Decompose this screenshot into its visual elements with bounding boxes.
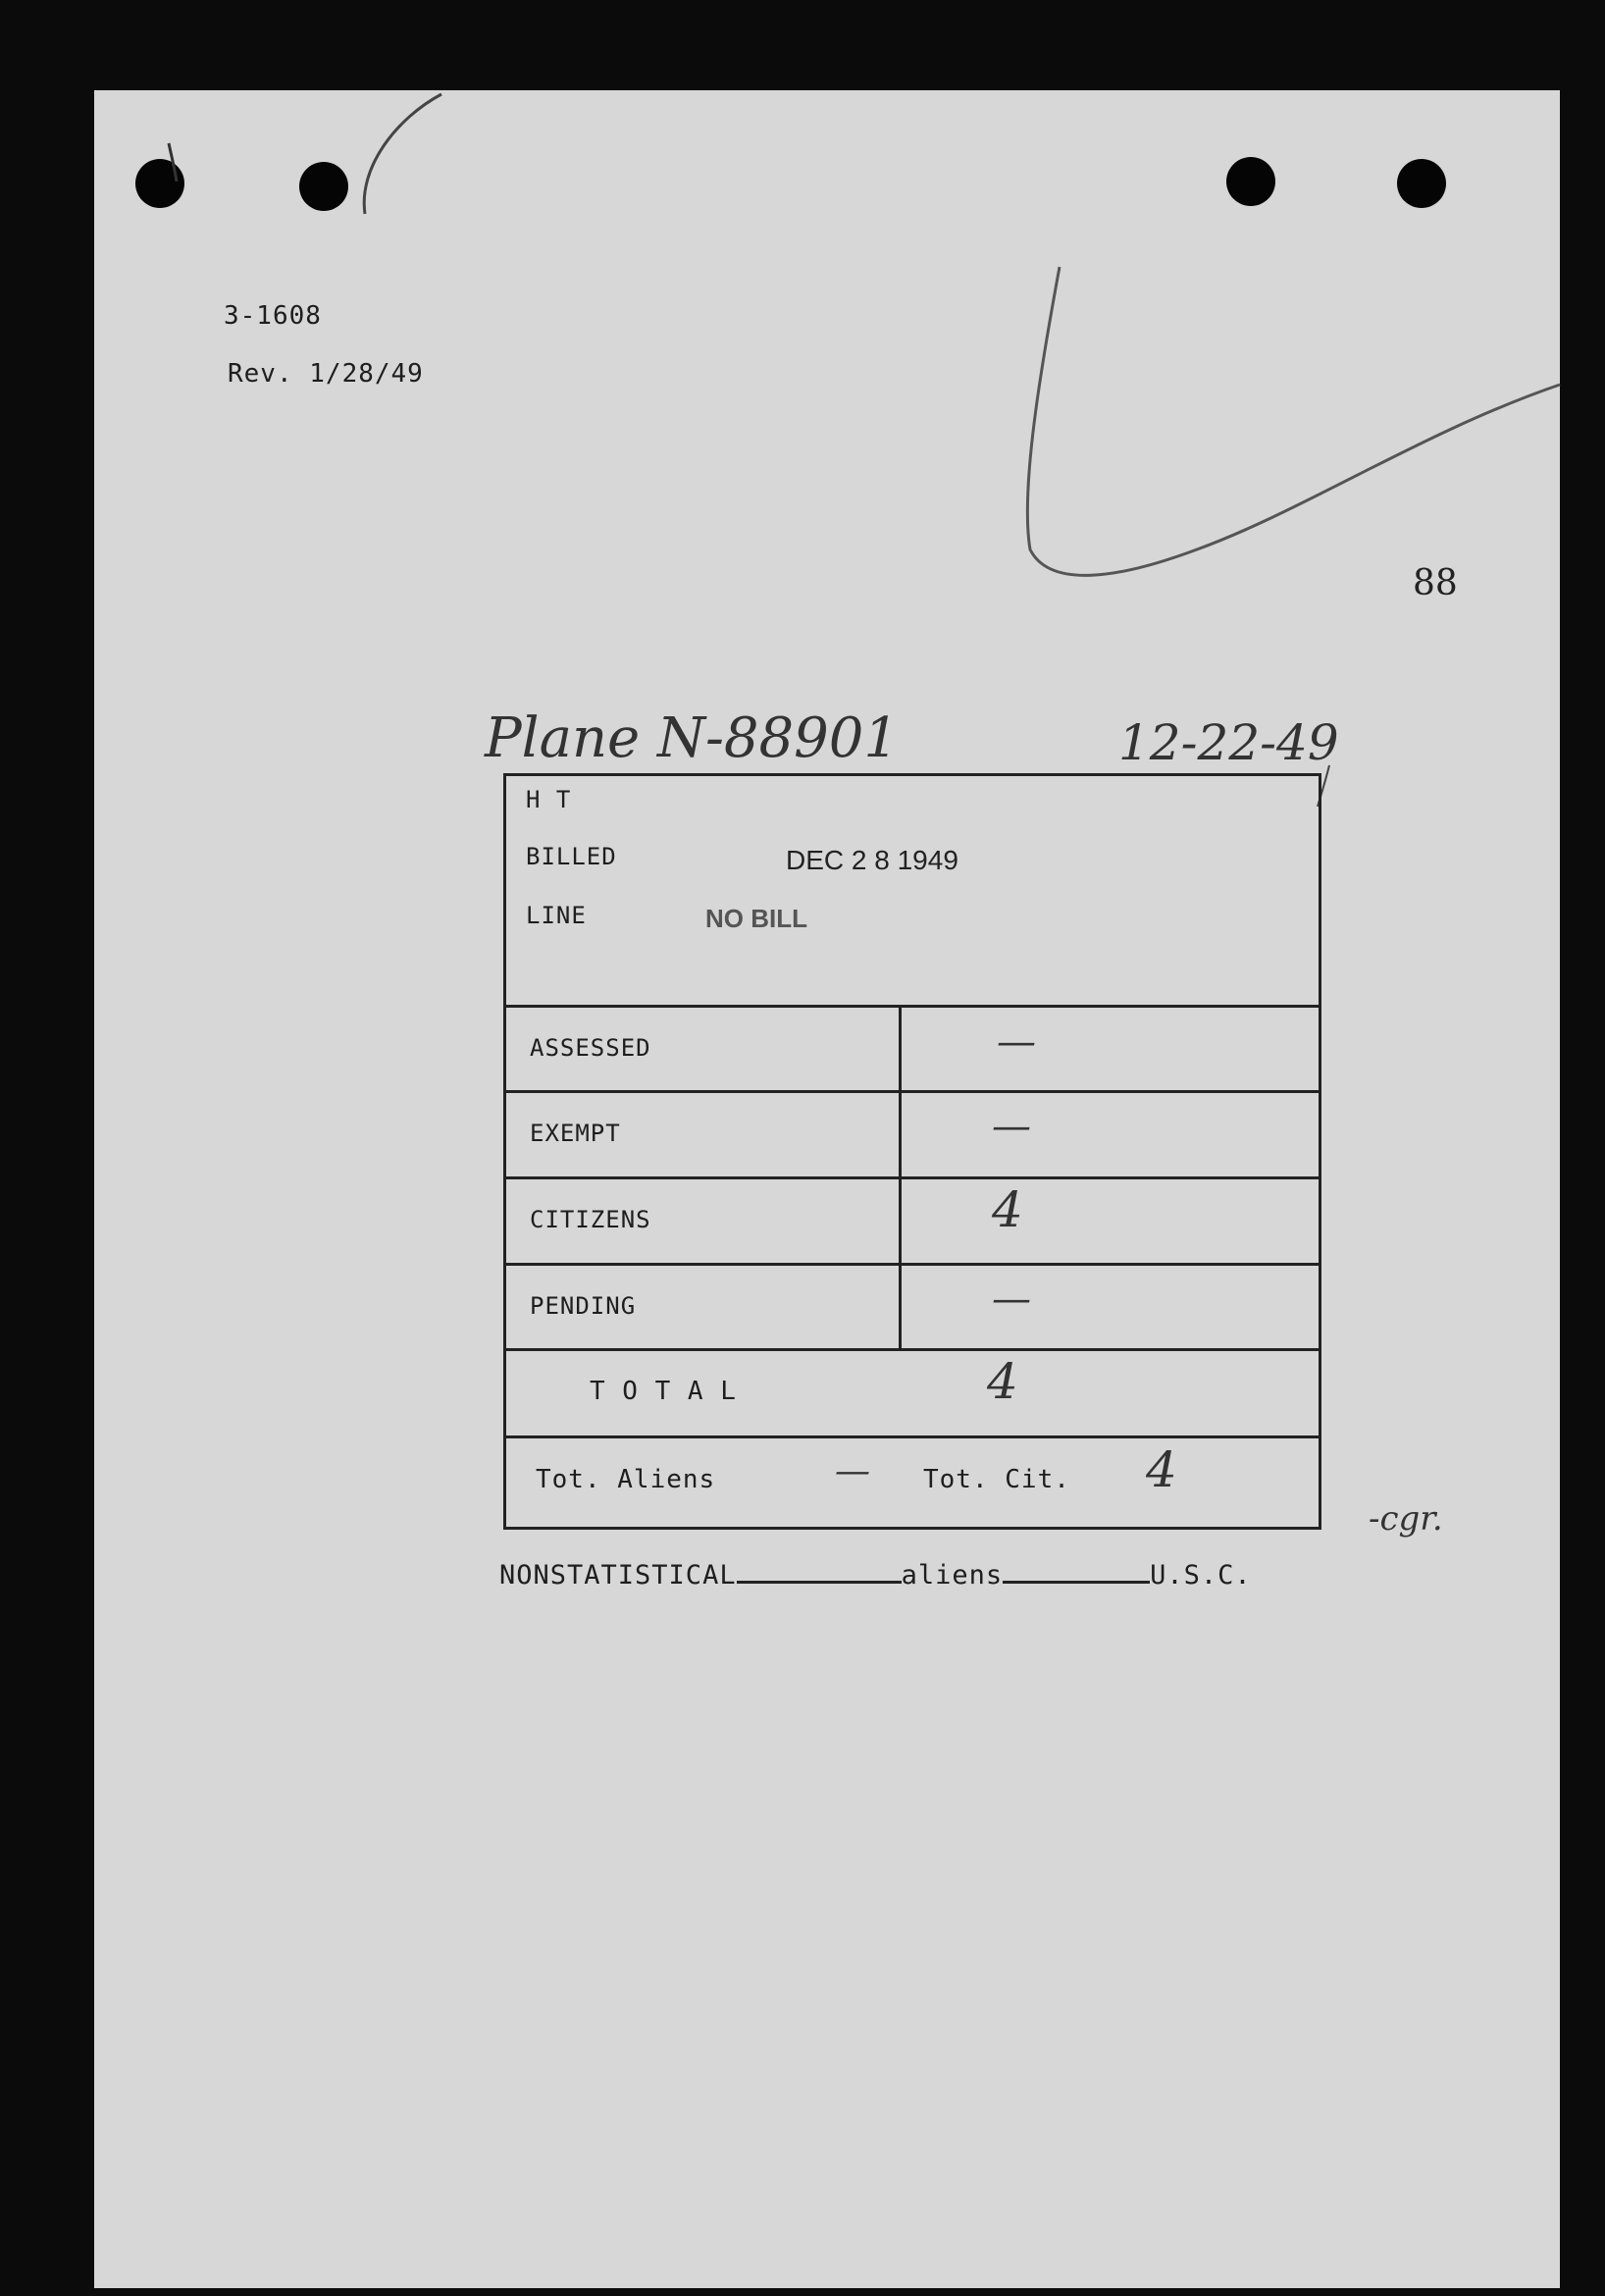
divider	[506, 1435, 1319, 1438]
aliens-label: aliens	[901, 1560, 1004, 1591]
form-number: 3-1608	[224, 301, 322, 331]
page-number: 88	[1413, 563, 1458, 603]
total-aliens-value: —	[835, 1451, 870, 1491]
column-divider	[899, 1005, 902, 1348]
handwritten-date: 12-22-49	[1118, 714, 1339, 771]
ht-label: H T	[526, 786, 572, 813]
handwritten-plane-number: Plane N-88901	[485, 706, 900, 770]
total-value: 4	[987, 1353, 1018, 1410]
handwritten-initials: -cgr.	[1369, 1499, 1443, 1539]
form-revision: Rev. 1/28/49	[228, 359, 424, 389]
exempt-label: EXEMPT	[530, 1120, 621, 1147]
exempt-value: —	[992, 1104, 1031, 1149]
nonstatistical-line	[499, 1560, 1252, 1591]
divider	[506, 1348, 1319, 1351]
divider	[506, 1090, 1319, 1093]
manifest-form-table	[503, 773, 1321, 1530]
assessed-label: ASSESSED	[530, 1034, 651, 1062]
divider	[506, 1005, 1319, 1008]
citizens-label: CITIZENS	[530, 1206, 651, 1233]
pending-label: PENDING	[530, 1292, 637, 1320]
billed-date-stamp: DEC 2 8 1949	[786, 845, 958, 875]
total-citizens-value: 4	[1146, 1441, 1177, 1498]
total-aliens-label: Tot. Aliens	[536, 1465, 716, 1494]
nonstatistical-blank	[737, 1581, 902, 1584]
aliens-blank	[1003, 1581, 1150, 1584]
citizens-value: 4	[992, 1181, 1023, 1238]
total-citizens-label: Tot. Cit.	[923, 1465, 1070, 1494]
total-label: T O T A L	[590, 1377, 737, 1406]
divider	[506, 1263, 1319, 1266]
divider	[506, 1176, 1319, 1179]
pending-value: —	[992, 1277, 1031, 1322]
assessed-value: —	[997, 1019, 1036, 1065]
line-label: LINE	[526, 902, 587, 929]
billed-label: BILLED	[526, 843, 617, 870]
no-bill-stamp: NO BILL	[705, 904, 807, 933]
usc-label: U.S.C.	[1150, 1560, 1252, 1591]
nonstatistical-label: NONSTATISTICAL	[499, 1560, 737, 1591]
